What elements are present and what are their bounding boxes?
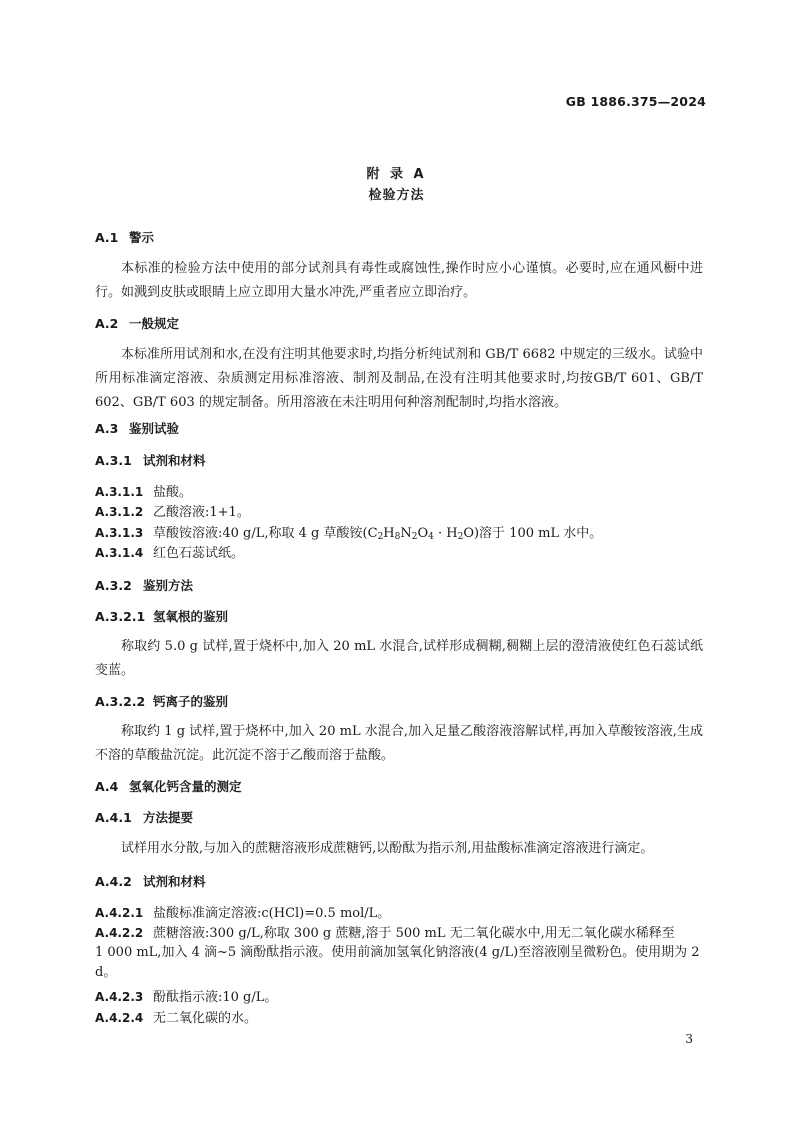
heading-a3-1 <box>95 451 206 471</box>
heading-a4 <box>95 777 242 797</box>
heading-title: 试剂和材料 <box>143 874 206 889</box>
heading-number: A.1 <box>95 230 119 245</box>
item-number: A.3.1.4 <box>95 546 144 560</box>
list-item <box>95 543 244 564</box>
heading-number: A.3.2.2 <box>95 694 146 709</box>
list-item <box>95 987 277 1008</box>
heading-number: A.3 <box>95 421 119 436</box>
list-item <box>95 923 675 944</box>
list-item <box>95 1008 257 1029</box>
heading-number: A.4.1 <box>95 810 132 825</box>
heading-a3-2-1 <box>95 607 228 627</box>
item-number: A.4.2.1 <box>95 906 144 920</box>
item-text: 无二氧化碳的水。 <box>153 1011 258 1026</box>
item-number: A.4.2.2 <box>95 926 144 940</box>
item-text: 盐酸标准滴定溶液:c(HCl)=0.5 mol/L。 <box>153 906 391 921</box>
item-text: 蔗糖溶液:300 g/L,称取 300 g 蔗糖,溶于 500 mL 无二氧化碳水中,用无二氧化碳水稀释至 <box>153 926 675 941</box>
item-text: 盐酸。 <box>153 485 193 500</box>
paragraph-a2: 本标准所用试剂和水,在没有注明其他要求时,均指分析纯试剂和 GB/T 6682 中规定的三级水。试验中所用标准滴定溶液、杂质测定用标准溶液、制剂及制品,在没有注明其他要求时,均按GB/T 601、GB/T 602、GB/T 603 的规定制备。所用溶液在未注明用何种溶剂配制时,均指水溶液。 <box>95 347 703 410</box>
heading-title: 氢氧根的鉴别 <box>153 609 229 624</box>
item-text: 乙酸溶液:1+1。 <box>153 505 250 520</box>
paragraph-a4-1: 试样用水分散,与加入的蔗糖溶液形成蔗糖钙,以酚酞为指示剂,用盐酸标准滴定溶液进行滴定。 <box>121 841 654 856</box>
item-number: A.3.1.2 <box>95 505 144 519</box>
heading-number: A.3.2 <box>95 578 132 593</box>
heading-number: A.4.2 <box>95 874 132 889</box>
list-item <box>95 482 192 503</box>
heading-number: A.3.1 <box>95 453 132 468</box>
paragraph-a3-2-2: 称取约 1 g 试样,置于烧杯中,加入 20 mL 水混合,加入足量乙酸溶液溶解试样,再加入草酸铵溶液,生成不溶的草酸盐沉淀。此沉淀不溶于乙酸而溶于盐酸。 <box>95 724 703 763</box>
item-text: 酚酞指示液:10 g/L。 <box>153 990 278 1005</box>
heading-number: A.2 <box>95 316 119 331</box>
list-item-continuation: 1 000 mL,加入 4 滴~5 滴酚酞指示液。使用前滴加氢氧化钠溶液(4 g/L)至溶液刚呈微粉色。使用期为 2 d。 <box>95 945 700 980</box>
list-item <box>95 903 390 924</box>
paragraph-a3-2-1: 称取约 5.0 g 试样,置于烧杯中,加入 20 mL 水混合,试样形成稠糊,稠糊上层的澄清液使红色石蕊试纸变蓝。 <box>95 639 703 678</box>
annex-label: 附 录 A <box>366 167 427 182</box>
heading-title: 方法提要 <box>143 810 194 825</box>
item-number: A.3.1.3 <box>95 526 144 540</box>
heading-title: 氢氧化钙含量的测定 <box>129 779 242 794</box>
list-item <box>95 502 250 523</box>
heading-title: 鉴别试验 <box>129 421 180 436</box>
standard-code: GB 1886.375—2024 <box>565 94 706 109</box>
heading-a4-1 <box>95 808 193 828</box>
heading-a4-2 <box>95 872 206 892</box>
heading-a3-2-2 <box>95 692 228 712</box>
heading-number: A.3.2.1 <box>95 609 146 624</box>
heading-number: A.4 <box>95 779 119 794</box>
item-number: A.4.2.4 <box>95 1011 144 1025</box>
page-number: 3 <box>685 1032 693 1046</box>
heading-a3-2 <box>95 576 193 596</box>
item-number: A.3.1.1 <box>95 485 144 499</box>
heading-a1 <box>95 228 154 248</box>
heading-title: 一般规定 <box>129 316 180 331</box>
heading-title: 钙离子的鉴别 <box>153 694 229 709</box>
item-number: A.4.2.3 <box>95 990 144 1004</box>
annex-title: 检验方法 <box>368 188 425 203</box>
paragraph-a1: 本标准的检验方法中使用的部分试剂具有毒性或腐蚀性,操作时应小心谨慎。必要时,应在通风橱中进行。如溅到皮肤或眼睛上应立即用大量水冲洗,严重者应立即治疗。 <box>95 261 703 300</box>
item-text: 草酸铵溶液:40 g/L,称取 4 g 草酸铵$(C_2H_8N_2O_4 \cdot H_2O)$溶于 100 mL 水中。 <box>153 526 603 542</box>
heading-title: 鉴别方法 <box>143 578 194 593</box>
heading-a3 <box>95 419 179 439</box>
item-text: 红色石蕊试纸。 <box>153 546 245 561</box>
heading-a2 <box>95 314 179 334</box>
heading-title: 试剂和材料 <box>143 453 206 468</box>
heading-title: 警示 <box>129 230 155 245</box>
